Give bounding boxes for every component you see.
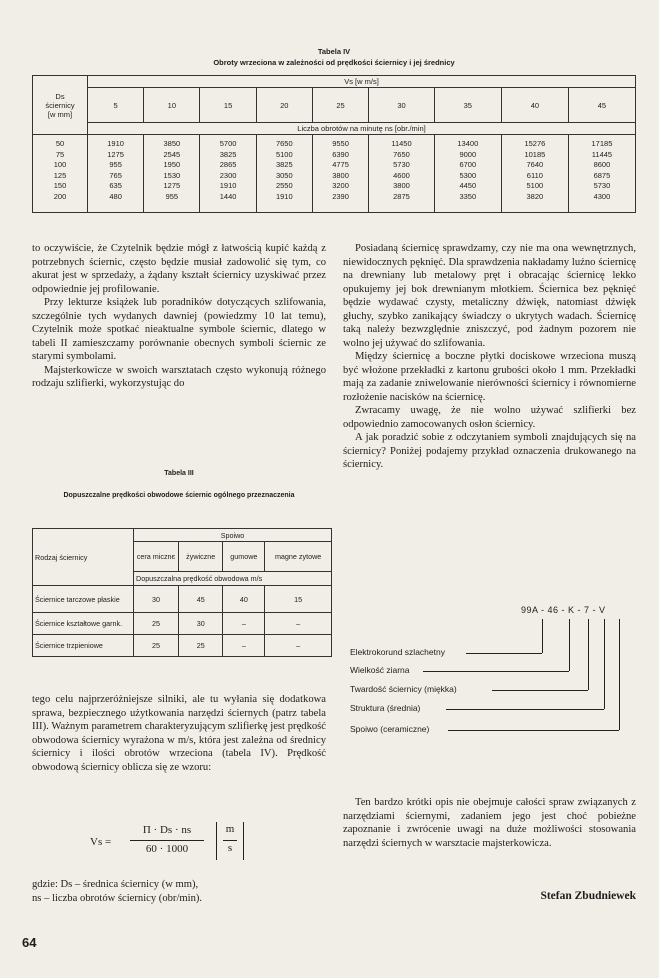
left-paragraph: to oczywiście, że Czytelnik będzie mógł z łatwością kupić każdą z potrzebnych ściernic, często będzie musiał zadowolić się tym, co akurat jest w sprzedaży, a żądany kształt ściernicy uzyskiwać przez odpowiednie jej profilowanie. [32,243,326,295]
rpm-column: 7650 5100 3825 3050 2550 1910 [256,135,312,213]
table-cell: – [223,613,265,635]
label-hardness: Twardość ściernicy (miękka) [350,684,457,694]
table-row-name: Ściernice kształtowe garnk. [33,613,134,635]
spoiwo-header: Spoiwo [134,529,332,542]
closing-paragraph [343,796,636,850]
label-structure: Struktura (średnia) [350,703,421,713]
speed-cell: 30 [369,88,435,123]
binder-col: żywiczne [179,542,223,572]
left-paragraph: Przy lekturze książek lub poradników dotyczących szlifowania, szczególnie tych wydanych dawniej (powiedzmy 10 lat temu), Czytelnik może spotkać nieaktualne symbole ściernic, dlatego w tabeli II zamieszczamy porównanie obecnych symboli ściernic ze starymi symbolami. [32,297,326,362]
table3-title: Tabela III [164,470,194,477]
unit-denominator: s [227,842,233,854]
ds-header: Ds ściernicy [w mm] [33,76,88,135]
speed-cell: 15 [200,88,256,123]
leader-line [446,709,604,710]
right-paragraph: A jak poradzić sobie z odczytaniem symboli znajdujących się na ściernicy? Poniżej podajemy przykład oznaczenia drukowanego na ściernicy. [343,432,636,470]
table-cell: 25 [134,635,179,657]
left-column-top [32,242,326,391]
right-paragraph: Zwracamy uwagę, że nie wolno używać szlifierki bez odpowiednio zamocowanych osłon ściernicy. [343,405,636,430]
label-binder: Spoiwo (ceramiczne) [350,724,430,734]
author: Stefan Zbudniewek [540,890,636,902]
table3 [32,528,332,657]
rpm-column: 11450 7650 5730 4600 3800 2875 [369,135,435,213]
table-cell: 25 [179,635,223,657]
leader-line [569,619,570,671]
right-paragraph: Ten bardzo krótki opis nie obejmuje całości spraw związanych z narzędziami ściernymi, zadaniem jego jest choć pobieżne zapoznanie i zwrócenie uwagi na duże możliwości stosowania narzędzi ściernych w warsztacie majsterkowicza. [343,797,636,849]
left-paragraph: tego celu najprzeróżniejsze silniki, ale tu wyłania się dodatkowa sprawa, bezpiecznego użytkowania narzędzi ściernych (patrz tabela III). Ważnym parametrem charakteryzującym szlifierkę jest prędkość obwodowa ściernicy wyrażona w m/s, która jest zależna od średnicy ściernicy i ilości obrotów wrzeciona (tabela IV). Prędkość obwodową ściernicy oblicza się ze wzoru: [32,694,326,773]
table-cell: – [265,635,332,657]
rpm-column: 9550 6390 4775 3800 3200 2390 [312,135,368,213]
vs-header: Vs [w m/s] [88,76,636,88]
table-cell: 45 [179,586,223,613]
rpm-column: 17185 11445 8600 6875 5730 4300 [568,135,635,213]
speed-cell: 25 [312,88,368,123]
rpm-column: 1910 1275 955 765 635 480 [88,135,144,213]
unit-bar [223,840,237,841]
formula-lhs: Vs = [90,836,112,848]
table-cell: 15 [265,586,332,613]
leader-line [619,619,620,730]
leader-line [466,653,542,654]
formula-denominator: 60 · 1000 [145,843,189,855]
where-line: ns – liczba obrotów ściernicy (obr/min). [32,892,203,904]
diameter-list: 50 75 100 125 150 200 [33,135,88,213]
rpm-column: 13400 9000 6700 5300 4450 3350 [434,135,501,213]
formula [90,824,300,864]
page-number: 64 [22,935,37,950]
binder-col: gumowe [223,542,265,572]
left-column-bottom [32,693,326,774]
rpm-column: 5700 3825 2865 2300 1910 1440 [200,135,256,213]
table4-subtitle: Obroty wrzeciona w zależności od prędkości ściernicy i jej średnicy [213,58,455,67]
left-paragraph: Majsterkowicze w swoich warsztatach często wykonują różnego rodzaju szlifierki, wykorzystując do [32,364,326,389]
speed-cell: 45 [568,88,635,123]
where-block [32,878,326,905]
row-header: Rodzaj ściernicy [33,529,134,586]
rpm-label: Liczba obrotów na minutę ns [obr./min] [88,123,636,135]
table4-title: Tabela IV [317,47,351,56]
table-cell: 30 [179,613,223,635]
table-row-name: Ściernice tarczowe płaskie [33,586,134,613]
symbol-code: 99A - 46 - K - 7 - V [521,605,606,615]
unit-brackets [216,822,244,860]
table-cell: – [265,613,332,635]
rpm-column: 15276 10185 7640 6110 5100 3820 [501,135,568,213]
right-paragraph: Między ściernicę a boczne płytki dociskowe wrzeciona muszą być włożone przekładki z kartonu grubości około 1 mm. Przekładki mają za zadanie zniwelowanie nierówności ściernicy i równomierne rozłożenie nacisków na ściernicę. [343,351,636,403]
binder-col: cera micznє [134,542,179,572]
label-grain: Wielkość ziarna [350,665,410,675]
rpm-column: 3850 2545 1950 1530 1275 955 [144,135,200,213]
speed-cell: 40 [501,88,568,123]
table-cell: 40 [223,586,265,613]
binder-col: magne zytowe [265,542,332,572]
label-abrasive: Elektrokorund szlachetny [350,647,445,657]
symbol-diagram [343,605,636,745]
table3-subtitle: Dopuszczalne prędkości obwodowe ściernic ogólnego przeznaczenia [63,492,295,499]
right-paragraph: Posiadaną ściernicę sprawdzamy, czy nie ma ona wewnętrznych, niewidocznych pęknięć. Dla sprawdzenia nakładamy luźno ściernicę na drewniany lub metalowy pręt i obracając ściernicę lekko opukujemy jej bok drewnianym młotkiem. Ściernica bez pęknięć będzie wydawać czysty, metaliczny dźwięk, natomiast dźwięk głuchy, szybko zanikający świadczy o ukrytych wadach. Ściernicę taką należy bezwzględnie zniszczyć, pod żadnym pozorem nie wolno jej używać do szlifowania. [343,243,636,349]
table-cell: 25 [134,613,179,635]
formula-numerator: Π · Ds · ns [142,824,192,836]
leader-line [604,619,605,709]
where-line: gdzie: Ds – średnica ściernicy (w mm), [32,879,199,890]
table-cell: 30 [134,586,179,613]
speed-subheader: Dopuszczalna prędkość obwodowa m/s [134,572,332,586]
speed-cell: 5 [88,88,144,123]
table-cell: – [223,635,265,657]
speed-cell: 10 [144,88,200,123]
leader-line [492,690,588,691]
right-column [343,242,636,472]
table-row-name: Ściernice trzpieniowe [33,635,134,657]
speed-cell: 20 [256,88,312,123]
leader-line [448,730,619,731]
unit-numerator: m [225,823,235,835]
leader-line [423,671,569,672]
table4 [32,75,636,213]
speed-cell: 35 [434,88,501,123]
leader-line [588,619,589,690]
fraction-bar [130,840,204,841]
leader-line [542,619,543,653]
